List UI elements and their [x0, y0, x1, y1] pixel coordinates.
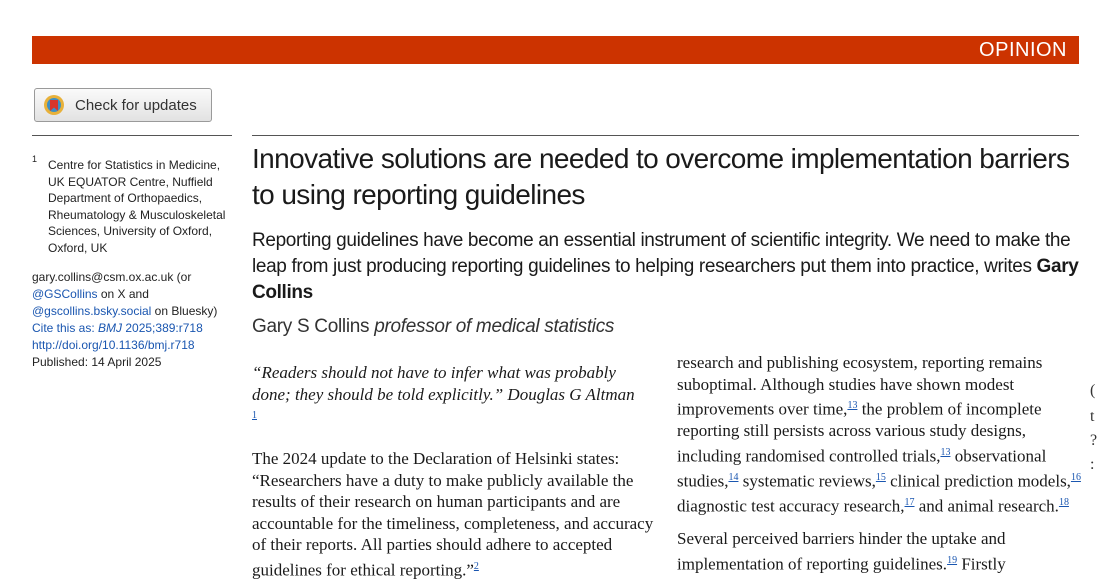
author-role: professor of medical statistics: [374, 316, 615, 337]
edge-glyph: t: [1090, 408, 1095, 425]
ref-link[interactable]: 18: [1058, 496, 1069, 508]
body-text: systematic reviews,: [738, 471, 876, 491]
helsinki-paragraph: The 2024 update to the Declaration of Helsinki states: “Researchers have a duty to make publicly available the results of their research on human participants and are accountable for the timeliness, completeness, and accuracy of their reports. All parties should adhere to accepted guidelines for ethical reporting.”: [252, 449, 654, 580]
body-column-1: [252, 448, 657, 581]
body-text: research and publishing ecosystem, reporting remains suboptimal. Although studies have shown modest improvements over time,: [677, 353, 1043, 419]
bluesky-handle-suffix: on Bluesky): [151, 304, 218, 318]
doi-link[interactable]: http://doi.org/10.1136/bmj.r718: [32, 338, 195, 352]
body-paragraph: [677, 352, 1087, 517]
edge-glyph: ?: [1090, 432, 1097, 449]
article-title: Innovative solutions are needed to overcome implementation barriers to using reporting guidelines: [252, 143, 1070, 210]
standfirst: [252, 228, 1087, 306]
x-handle-link[interactable]: @GSCollins: [32, 287, 98, 301]
affiliation-marker: 1: [32, 154, 38, 164]
ref-link[interactable]: 17: [904, 496, 915, 508]
body-text: Firstly: [957, 554, 1006, 574]
standfirst-text: Reporting guidelines have become an essential instrument of scientific integrity. We need to make the leap from just producing reporting guidelines to helping researchers put them into practice, writes: [252, 230, 1071, 277]
quote-text: “Readers should not have to infer what was probably done; they should be told explicitly.” Douglas G Altman: [252, 363, 635, 404]
ref-link[interactable]: 13: [940, 446, 951, 458]
quote-ref-link[interactable]: 1: [252, 410, 257, 421]
published-date: Published: 14 April 2025: [32, 355, 162, 369]
affiliation: Centre for Statistics in Medicine, UK EQUATOR Centre, Nuffield Department of Orthopaedics, Rheumatology & Musculoskeletal Sciences, University of Oxford, Oxford, UK: [48, 158, 226, 255]
ref-link[interactable]: 14: [728, 471, 739, 483]
check-for-updates-button[interactable]: [34, 88, 212, 122]
cite-prefix: Cite this as:: [32, 321, 99, 335]
bluesky-handle-link[interactable]: @gscollins.bsky.social: [32, 304, 152, 318]
body-text: observational studies,: [677, 446, 1047, 491]
author-byline: [252, 316, 614, 338]
edge-glyph: (: [1090, 382, 1096, 399]
check-updates-badge-icon: [43, 94, 65, 116]
section-label: OPINION: [979, 39, 1067, 61]
edge-glyph: :: [1090, 456, 1095, 473]
body-text: and animal research.: [914, 496, 1059, 516]
opinion-banner: [32, 36, 1079, 64]
ref-link[interactable]: 13: [847, 400, 858, 411]
title-rule: [252, 135, 1079, 136]
body-text: diagnostic test accuracy research,: [677, 496, 905, 516]
left-column-rule: [32, 135, 232, 136]
article-meta: [32, 269, 232, 371]
epigraph-quote: [252, 362, 657, 430]
body-text: clinical prediction models,: [885, 471, 1071, 491]
cite-ref: 2025;389:r718: [122, 321, 203, 335]
body-paragraph: [677, 528, 1087, 575]
ref-link[interactable]: 15: [875, 471, 886, 483]
body-text: the problem of incomplete reporting still persists across various study designs, including randomised controlled trials,: [677, 399, 1042, 466]
author-email: gary.collins@csm.ox.ac.uk (or: [32, 270, 192, 284]
author-name: Gary S Collins: [252, 316, 370, 337]
body-text: Several perceived barriers hinder the uptake and implementation of reporting guidelines.: [677, 529, 1006, 574]
check-for-updates-label: Check for updates: [75, 97, 197, 114]
x-handle-suffix: on X and: [97, 287, 149, 301]
ref-link[interactable]: 19: [947, 554, 958, 566]
standfirst-author: Gary Collins: [252, 256, 1079, 303]
body-column-2: [677, 352, 1087, 586]
ref-link[interactable]: 2: [473, 560, 479, 572]
ref-link[interactable]: 16: [1070, 471, 1081, 483]
cite-journal: BMJ: [98, 321, 123, 335]
